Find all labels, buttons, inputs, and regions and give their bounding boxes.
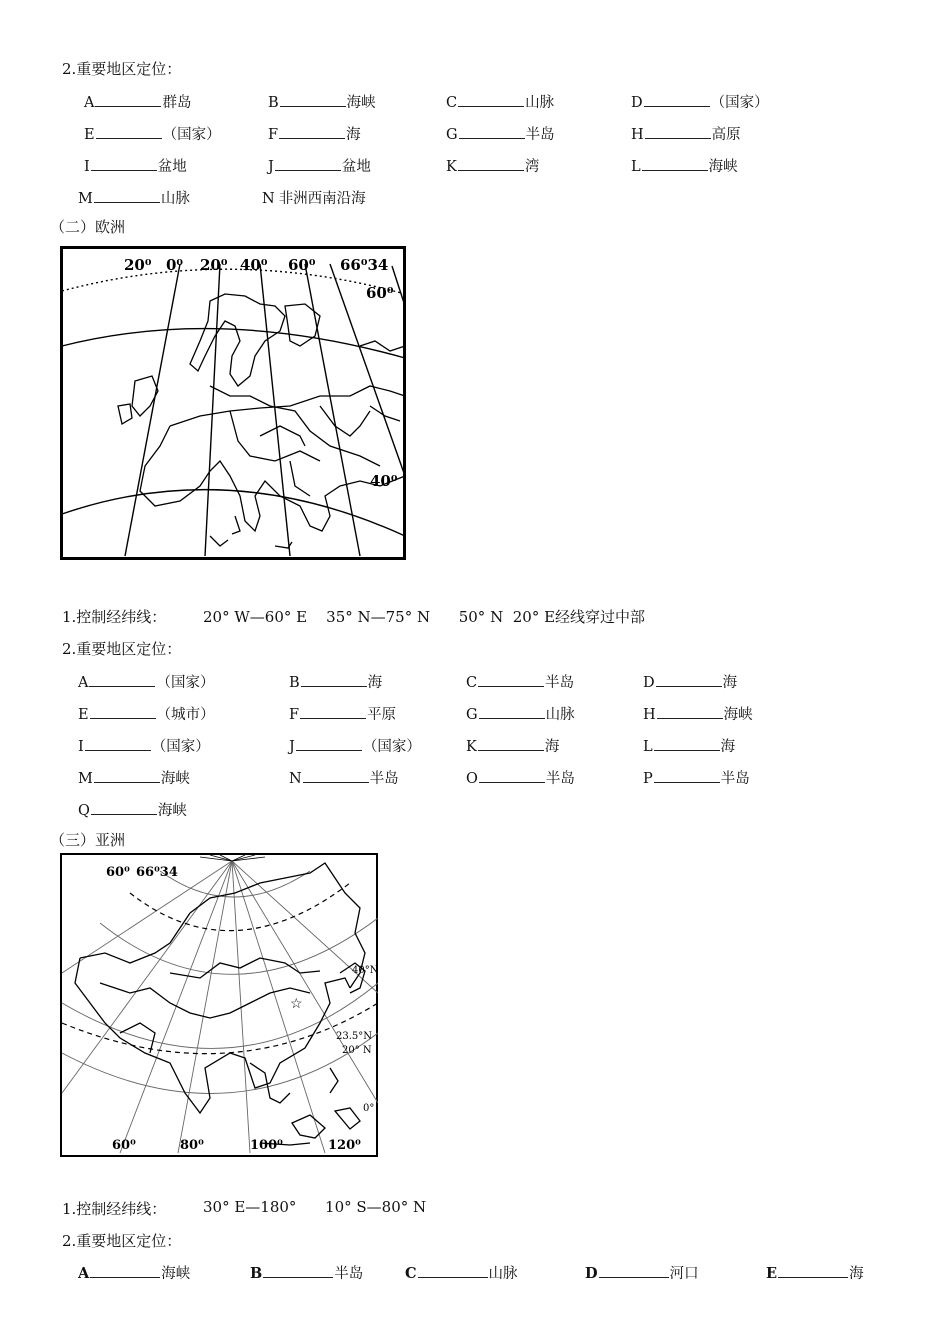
africa-item-i — [84, 155, 187, 176]
answer-blank[interactable] — [645, 124, 711, 139]
asia-lat-10: 0° — [363, 1103, 375, 1114]
answer-blank[interactable] — [303, 768, 369, 783]
answer-blank[interactable] — [644, 92, 710, 107]
answer-blank[interactable] — [478, 672, 544, 687]
item-suffix: 半岛 — [545, 675, 575, 691]
africa-item-g — [446, 123, 555, 144]
item-suffix: 海 — [346, 127, 361, 143]
asia-top-66: 66⁰34 — [136, 865, 178, 880]
item-suffix: （城市） — [156, 707, 215, 723]
europe-title: （二）欧洲 — [50, 218, 126, 236]
item-suffix: 海峡 — [161, 1266, 191, 1282]
africa-item-n — [262, 187, 366, 208]
item-suffix: （国家） — [710, 95, 769, 111]
item-suffix: 半岛 — [545, 771, 575, 787]
item-letter: N — [289, 771, 302, 787]
answer-blank[interactable] — [90, 704, 156, 719]
europe-item-q — [78, 799, 187, 820]
item-letter: G — [446, 127, 458, 143]
answer-blank[interactable] — [89, 672, 155, 687]
europe-item-b — [289, 671, 382, 692]
answer-blank[interactable] — [263, 1263, 333, 1278]
europe-item-k — [466, 735, 559, 756]
item-letter: K — [466, 739, 477, 755]
europe-lon-66: 66⁰34 — [340, 256, 389, 274]
item-letter: M — [78, 771, 93, 787]
item-suffix: 山脉 — [525, 95, 555, 111]
item-suffix: 海峡 — [160, 771, 190, 787]
item-letter: C — [466, 675, 478, 691]
answer-blank[interactable] — [296, 736, 362, 751]
answer-blank[interactable] — [275, 156, 341, 171]
item-suffix: 半岛 — [369, 771, 399, 787]
europe-item-o — [466, 767, 575, 788]
item-letter: A — [84, 95, 95, 111]
europe-item-d — [643, 671, 737, 692]
item-suffix: 海 — [544, 739, 560, 755]
europe-item-m — [78, 767, 190, 788]
europe-item-j — [289, 735, 421, 756]
item-letter: C — [446, 95, 458, 111]
item-letter: D — [585, 1265, 598, 1282]
item-letter: K — [446, 159, 457, 175]
answer-blank[interactable] — [642, 156, 708, 171]
item-letter: H — [643, 707, 656, 723]
africa-item-k — [446, 155, 539, 176]
europe-item-f — [289, 703, 396, 724]
item-suffix: 海峡 — [346, 95, 376, 111]
answer-blank[interactable] — [458, 156, 524, 171]
answer-blank[interactable] — [94, 768, 160, 783]
item-suffix: 海峡 — [708, 159, 738, 175]
item-letter: E — [766, 1265, 778, 1282]
item-suffix: 半岛 — [525, 127, 555, 143]
item-letter: D — [643, 675, 655, 691]
item-letter: L — [631, 159, 641, 175]
item-suffix: 湾 — [524, 159, 540, 175]
europe-item-p — [643, 767, 750, 788]
answer-blank[interactable] — [599, 1263, 669, 1278]
item-suffix: 盆地 — [341, 159, 371, 175]
item-letter: M — [78, 191, 93, 207]
answer-blank[interactable] — [85, 736, 151, 751]
item-letter: I — [78, 739, 84, 755]
asia-lat-20: 20° N — [342, 1045, 372, 1056]
europe-lon-20w: 20⁰ — [124, 256, 152, 274]
africa-item-b — [268, 91, 376, 112]
asia-lon-120: 120⁰ — [328, 1138, 361, 1153]
answer-blank[interactable] — [418, 1263, 488, 1278]
item-suffix: 群岛 — [162, 95, 192, 111]
answer-blank[interactable] — [301, 672, 367, 687]
item-suffix: 海 — [367, 675, 383, 691]
item-suffix: 平原 — [367, 707, 397, 723]
answer-blank[interactable] — [478, 736, 544, 751]
europe-control-values: 20° W—60° E 35° N—75° N 50° N 20° E经线穿过中部 — [203, 608, 646, 626]
africa-heading: 2.重要地区定位： — [62, 60, 182, 78]
item-suffix: （国家） — [156, 675, 215, 691]
item-letter: J — [289, 739, 295, 755]
item-suffix: 高原 — [711, 127, 741, 143]
item-letter: F — [268, 127, 279, 143]
asia-control-label: 1.控制经纬线： — [62, 1200, 167, 1218]
africa-item-d — [631, 91, 769, 112]
item-letter: E — [78, 707, 89, 723]
answer-blank[interactable] — [479, 704, 545, 719]
europe-control-label: 1.控制经纬线： — [62, 608, 167, 626]
europe-lon-60e: 60⁰ — [288, 256, 316, 274]
europe-item-g — [466, 703, 575, 724]
answer-blank[interactable] — [654, 768, 720, 783]
asia-title: （三）亚洲 — [50, 831, 126, 849]
africa-item-e — [84, 123, 221, 144]
item-letter: C — [405, 1265, 417, 1282]
item-letter: H — [631, 127, 644, 143]
item-letter: I — [84, 159, 90, 175]
item-letter: B — [250, 1265, 263, 1282]
europe-lat-60: 60⁰ — [366, 284, 394, 302]
answer-blank[interactable] — [279, 124, 345, 139]
item-suffix: 半岛 — [720, 771, 750, 787]
africa-item-j — [268, 155, 371, 176]
africa-item-h — [631, 123, 741, 144]
answer-blank[interactable] — [91, 156, 157, 171]
answer-blank[interactable] — [657, 704, 723, 719]
asia-map — [60, 853, 378, 1157]
item-letter: F — [289, 707, 300, 723]
item-suffix: 半岛 — [334, 1266, 364, 1282]
europe-item-a — [78, 671, 214, 692]
answer-blank[interactable] — [95, 92, 161, 107]
answer-blank[interactable] — [90, 1263, 160, 1278]
answer-blank[interactable] — [91, 800, 157, 815]
asia-item-d — [585, 1262, 699, 1283]
europe-item-h — [643, 703, 753, 724]
item-letter: A — [78, 675, 89, 691]
item-letter: E — [84, 127, 95, 143]
asia-item-b — [250, 1262, 363, 1283]
item-letter: B — [268, 95, 279, 111]
europe-item-c — [466, 671, 574, 692]
answer-blank[interactable] — [280, 92, 346, 107]
answer-blank[interactable] — [300, 704, 366, 719]
europe-lat-40: 40⁰ — [370, 472, 398, 490]
asia-lat-40: 40°N — [352, 965, 378, 976]
item-suffix: 海峡 — [157, 803, 187, 819]
europe-lon-0: 0⁰ — [166, 256, 184, 274]
item-suffix: （国家） — [362, 739, 421, 755]
africa-item-a — [84, 91, 191, 112]
item-letter: B — [289, 675, 300, 691]
item-suffix: 山脉 — [160, 191, 190, 207]
africa-item-c — [446, 91, 554, 112]
answer-blank[interactable] — [94, 188, 160, 203]
africa-item-f — [268, 123, 361, 144]
answer-blank[interactable] — [778, 1263, 848, 1278]
asia-item-e — [766, 1262, 864, 1283]
europe-item-n — [289, 767, 399, 788]
item-suffix: 海峡 — [723, 707, 753, 723]
item-letter: P — [643, 771, 653, 787]
africa-item-m — [78, 187, 190, 208]
europe-item-e — [78, 703, 215, 724]
answer-blank[interactable] — [459, 124, 525, 139]
answer-blank[interactable] — [656, 672, 722, 687]
item-suffix: 山脉 — [488, 1266, 518, 1282]
item-suffix: 河口 — [669, 1266, 699, 1282]
item-suffix: 山脉 — [545, 707, 575, 723]
answer-blank[interactable] — [654, 736, 720, 751]
item-suffix: 海 — [720, 739, 736, 755]
item-letter: G — [466, 707, 478, 723]
item-suffix: （国家） — [162, 127, 221, 143]
asia-heading: 2.重要地区定位： — [62, 1232, 182, 1250]
answer-blank[interactable] — [479, 768, 545, 783]
item-letter: L — [643, 739, 653, 755]
asia-lon-60: 60⁰ — [112, 1138, 136, 1153]
asia-item-c — [405, 1262, 518, 1283]
item-letter: O — [466, 771, 478, 787]
asia-lat-235: 23.5°N — [336, 1031, 373, 1042]
europe-heading: 2.重要地区定位： — [62, 640, 182, 658]
item-suffix: 海 — [849, 1266, 864, 1282]
item-suffix: 非洲西南沿海 — [278, 191, 366, 207]
item-letter: D — [631, 95, 643, 111]
asia-control-values: 30° E—180° 10° S—80° N — [203, 1198, 427, 1216]
europe-item-i — [78, 735, 210, 756]
item-letter: N — [262, 191, 275, 207]
europe-item-l — [643, 735, 735, 756]
asia-lon-80: 80⁰ — [180, 1138, 204, 1153]
svg-text:☆: ☆ — [290, 996, 303, 1012]
answer-blank[interactable] — [458, 92, 524, 107]
item-letter: A — [78, 1265, 90, 1282]
asia-item-a — [78, 1262, 190, 1283]
europe-lon-40e: 40⁰ — [240, 256, 268, 274]
africa-item-l — [631, 155, 738, 176]
answer-blank[interactable] — [96, 124, 162, 139]
europe-lon-20e: 20⁰ — [200, 256, 228, 274]
asia-lon-100: 100⁰ — [250, 1138, 283, 1153]
item-letter: Q — [78, 803, 90, 819]
item-suffix: （国家） — [151, 739, 210, 755]
europe-map — [60, 246, 406, 560]
item-suffix: 盆地 — [157, 159, 187, 175]
asia-top-60: 60⁰ — [106, 865, 130, 880]
item-suffix: 海 — [722, 675, 738, 691]
item-letter: J — [268, 159, 274, 175]
